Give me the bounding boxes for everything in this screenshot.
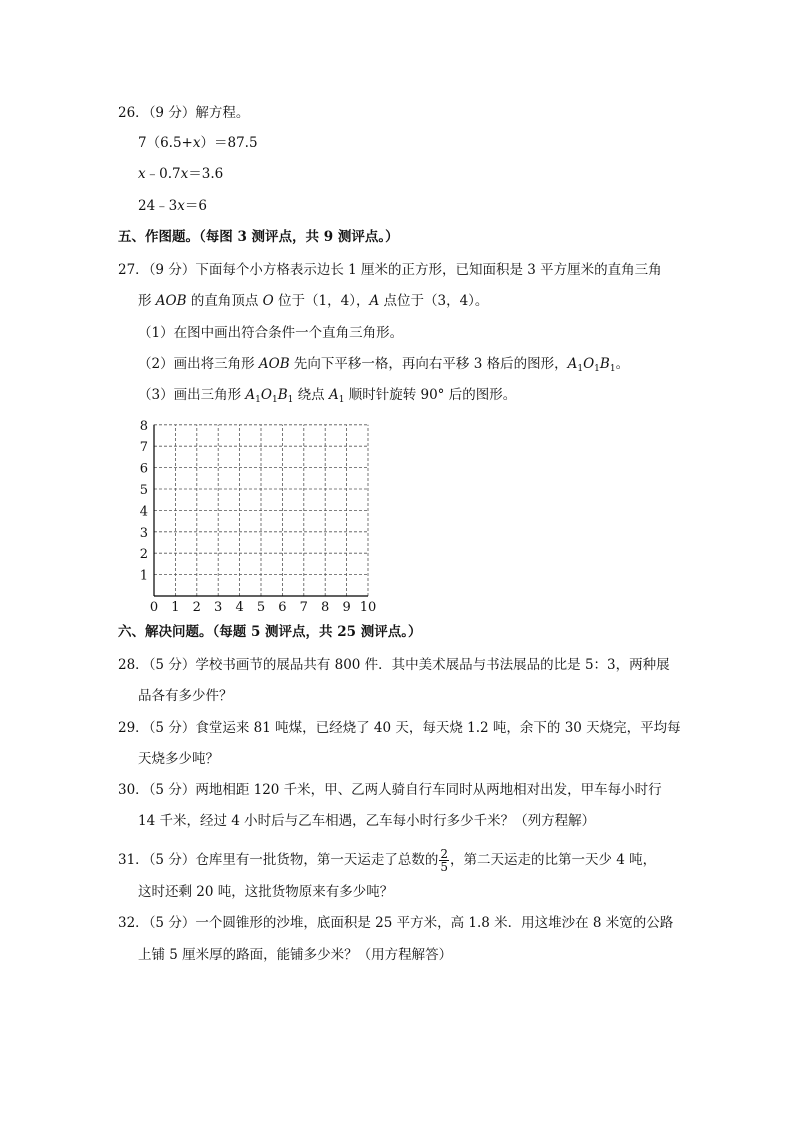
q27-l2-e: 位于（1，4）， [273,293,370,309]
q27-s3-sub-4: 1 [338,395,345,405]
eq1-part-c: ）＝87.5 [200,135,258,151]
q32-score: （5 分） [148,915,196,931]
y-tick-label: 2 [139,547,148,563]
q27-score: （9 分） [148,262,196,278]
eq1-part-a: 7（6.5+ [138,135,193,151]
q31-number: 31． [118,852,149,868]
q27-l2-c: 的直角顶点 [186,293,263,309]
x-tick-label: 5 [256,600,266,615]
q27-l2-a: 形 [138,293,156,309]
x-tick-label: 3 [214,600,223,615]
x-tick-label: 4 [235,600,244,615]
eq1-var: x [192,135,201,151]
q32-line-1 [118,913,673,933]
q31-fraction [439,848,449,873]
q26-equation-2 [138,164,223,184]
eq3-var: x [177,198,185,214]
q31-text-1a: 仓库里有一批货物，第一天运走了总数的 [195,852,439,868]
q27-s2-end: 。 [615,356,630,372]
q28-number: 28． [118,657,149,673]
q30-score: （5 分） [148,782,196,798]
q28-score: （5 分） [148,657,196,673]
q32-line-2: 上铺 5 厘米厚的路面，能铺多少米？（用方程解答） [138,947,453,963]
y-tick-label: 4 [139,504,148,520]
x-tick-label: 6 [278,600,287,615]
q29-line-1 [118,718,681,738]
q31-line-1 [118,845,656,875]
section-6-heading: 六、解决问题。（每题 5 测评点，共 25 测评点。） [118,624,422,640]
eq2-var-2: x [180,166,189,182]
q27-s3-sub-1: 1 [255,395,261,405]
q29-line-2: 天烧多少吨？ [138,751,219,767]
q27-l2-a-point: A [369,293,380,309]
q26-number: 26． [118,105,149,121]
eq2-part-d: ＝3.6 [188,166,224,182]
q30-line-1 [118,780,662,800]
q27-s3-c: 顺时针旋转 90° 后的图形。 [344,387,517,403]
q27-s2-sub-2: 1 [594,364,600,374]
y-tick-label: 3 [139,525,148,541]
x-tick-label: 0 [149,600,159,615]
q27-l2-aob: AOB [155,293,187,309]
eq2-var-1: x [138,166,146,182]
q27-s3-A: A [245,387,256,403]
q30-text-1: 两地相距 120 千米，甲、乙两人骑自行车同时从两地相对出发，甲车每小时行 [195,782,662,798]
q29-score: （5 分） [148,720,196,736]
q31-line-2: 这时还剩 20 吨，这批货物原来有多少吨？ [138,884,394,900]
q27-s3-a: （3）画出三角形 [138,387,246,403]
fraction-numerator: 2 [440,847,448,861]
q27-sub-1: （1）在图中画出符合条件一个直角三角形。 [138,325,404,341]
q29-number: 29． [118,720,149,736]
eq3-part-a: 24﹣3 [138,198,178,214]
q27-line-1 [118,260,662,280]
x-tick-label: 10 [359,600,377,615]
q32-text-1: 一个圆锥形的沙堆，底面积是 25 平方米，高 1.8 米．用这堆沙在 8 米宽的公路 [195,915,674,931]
q27-s3-A2: A [328,387,339,403]
x-tick-label: 8 [321,600,330,615]
q27-s3-sub-2: 1 [271,395,278,405]
fraction-denominator: 5 [440,860,448,874]
q26-title: 解方程。 [195,105,250,121]
q32-number: 32． [118,915,149,931]
q31-text-1b: ，第二天运走的比第一天少 4 吨， [449,852,657,868]
q29-text-1: 食堂运来 81 吨煤，已经烧了 40 天，每天烧 1.2 吨，余下的 30 天烧完，平均每 [195,720,681,736]
eq3-part-c: ＝6 [184,198,207,214]
q27-l2-g: 点位于（3，4）。 [379,293,489,309]
q27-line-2 [138,291,488,311]
q27-number: 27． [118,262,149,278]
x-tick-label: 9 [342,600,351,615]
y-tick-label: 8 [139,418,148,434]
x-tick-label: 1 [171,600,180,615]
y-tick-label: 1 [139,568,148,584]
q27-s2-B: B [599,356,610,372]
q31-score: （5 分） [148,852,196,868]
q27-l2-o: O [262,293,274,309]
x-tick-label: 7 [299,600,308,615]
q27-s2-c: 先向下平移一格，再向右平移 3 格后的图形， [289,356,568,372]
q27-s2-aob: AOB [258,356,290,372]
q27-s2-a: （2）画出将三角形 [138,356,259,372]
q27-s2-sub-3: 1 [609,364,616,374]
q28-text-1: 学校书画节的展品共有 800 件．其中美术展品与书法展品的比是 5：3，两种展 [195,657,670,673]
coordinate-grid [132,410,392,615]
y-tick-label: 5 [139,483,148,498]
q28-line-1 [118,655,670,675]
q27-text-1: 下面每个小方格表示边长 1 厘米的正方形，已知面积是 3 平方厘米的直角三角 [195,262,662,278]
q26-equation-1 [138,133,258,153]
y-tick-label: 6 [139,461,148,477]
q26-header [118,103,249,123]
q27-s3-b: 绕点 [293,387,329,403]
q27-s3-O: O [260,387,272,403]
section-5-heading: 五、作图题。（每图 3 测评点，共 9 测评点。） [118,229,399,245]
x-tick-label: 2 [192,600,201,615]
q27-s2-sub-1: 1 [577,364,584,374]
q27-sub-2 [138,354,629,374]
q26-score: （9 分） [148,105,196,121]
q27-sub-3 [138,385,516,405]
eq2-part-b: ﹣0.7 [145,166,181,182]
q26-equation-3 [138,196,207,216]
q30-number: 30． [118,782,149,798]
q27-s2-A: A [567,356,578,372]
q27-s2-O: O [583,356,595,372]
y-tick-label: 7 [139,440,148,456]
q27-s3-sub-3: 1 [287,395,294,405]
q30-line-2: 14 千米，经过 4 小时后与乙车相遇，乙车每小时行多少千米？（列方程解） [138,813,596,829]
q27-s3-B: B [277,387,288,403]
q28-line-2: 品各有多少件？ [138,688,233,704]
